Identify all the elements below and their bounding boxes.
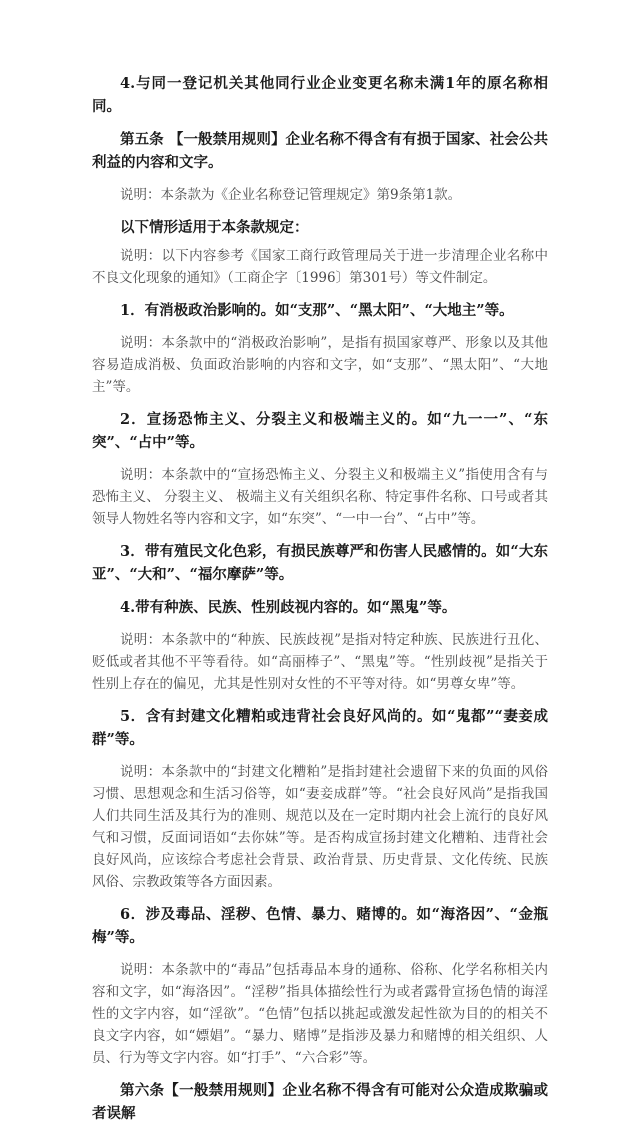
article-6-heading: 第六条【一般禁用规则】企业名称不得含有可能对公众造成欺骗或者误解 bbox=[92, 1082, 548, 1122]
applicable-situations-heading: 以下情形适用于本条款规定： bbox=[120, 219, 309, 236]
item-6-note: 说明：本条款中的“毒品”包括毒品本身的通称、俗称、化学名称相关内容和文字，如“海洛因”。“淫秽”指具体描绘性行为或者露骨宣扬色情的诲淫性的文字内容，如“淫欲”。“色情”包括以挑起或激发起性欲为目的的相关不良文字内容，如“嫖娼”。“暴力、赌博”是指涉及暴力和赌博的相关组织、人员、行为等文字内容。如“打手”、“六合彩”等。 bbox=[92, 962, 548, 1066]
item-2-note: 说明：本条款中的“宣扬恐怖主义、分裂主义和极端主义”指使用含有与恐怖主义、 分裂主义、 极端主义有关组织名称、特定事件名称、口号或者其领导人物姓名等内容和文字，如“东突”、“一中一台”、“占中”等。 bbox=[92, 467, 548, 527]
article-5-note: 说明：本条款为《企业名称登记管理规定》第9条第1款。 bbox=[120, 187, 462, 203]
item-2-heading: 2．宣扬恐怖主义、分裂主义和极端主义的。如“九一一”、“东突”、“占中”等。 bbox=[92, 411, 548, 451]
clause-4-same-name-within-one-year: 4.与同一登记机关其他同行业企业变更名称未满1年的原名称相同。 bbox=[92, 75, 548, 115]
article-5-heading: 第五条 【一般禁用规则】企业名称不得含有有损于国家、社会公共利益的内容和文字。 bbox=[92, 131, 548, 171]
item-5-heading: 5．含有封建文化糟粕或违背社会良好风尚的。如“鬼都”“妻妾成群”等。 bbox=[92, 708, 548, 748]
item-4-note: 说明：本条款中的“种族、民族歧视”是指对特定种族、民族进行丑化、贬低或者其他不平等看待。如“高丽棒子”、“黑鬼”等。“性别歧视”是指关于性别上存在的偏见，尤其是性别对女性的不平等对待。如“男尊女卑”等。 bbox=[92, 632, 548, 692]
applicable-situations-note: 说明：以下内容参考《国家工商行政管理局关于进一步清理企业名称中不良文化现象的通知》（工商企字〔1996〕第301号）等文件制定。 bbox=[92, 248, 548, 286]
item-1-note: 说明：本条款中的“消极政治影响”，是指有损国家尊严、形象以及其他容易造成消极、负面政治影响的内容和文字，如“支那”、“黑太阳”、“大地主”等。 bbox=[92, 335, 548, 395]
item-3-heading: 3．带有殖民文化色彩，有损民族尊严和伤害人民感情的。如“大东亚”、“大和”、“福尔摩萨”等。 bbox=[92, 543, 548, 583]
item-6-heading: 6．涉及毒品、淫秽、色情、暴力、赌博的。如“海洛因”、“金瓶梅”等。 bbox=[92, 906, 548, 946]
item-4-heading: 4.带有种族、民族、性别歧视内容的。如“黑鬼”等。 bbox=[120, 599, 457, 616]
item-5-note: 说明：本条款中的“封建文化糟粕”是指封建社会遗留下来的负面的风俗习惯、思想观念和生活习俗等，如“妻妾成群”等。“社会良好风尚”是指我国人们共同生活及其行为的准则、规范以及在一定时期内社会上流行的良好风气和习惯，反面词语如“去你妹”等。是否构成宣扬封建文化糟粕、违背社会良好风尚，应该综合考虑社会背景、政治背景、历史背景、文化传统、民族风俗、宗教政策等各方面因素。 bbox=[92, 764, 548, 890]
item-1-heading: 1．有消极政治影响的。如“支那”、“黑太阳”、“大地主”等。 bbox=[120, 302, 514, 319]
